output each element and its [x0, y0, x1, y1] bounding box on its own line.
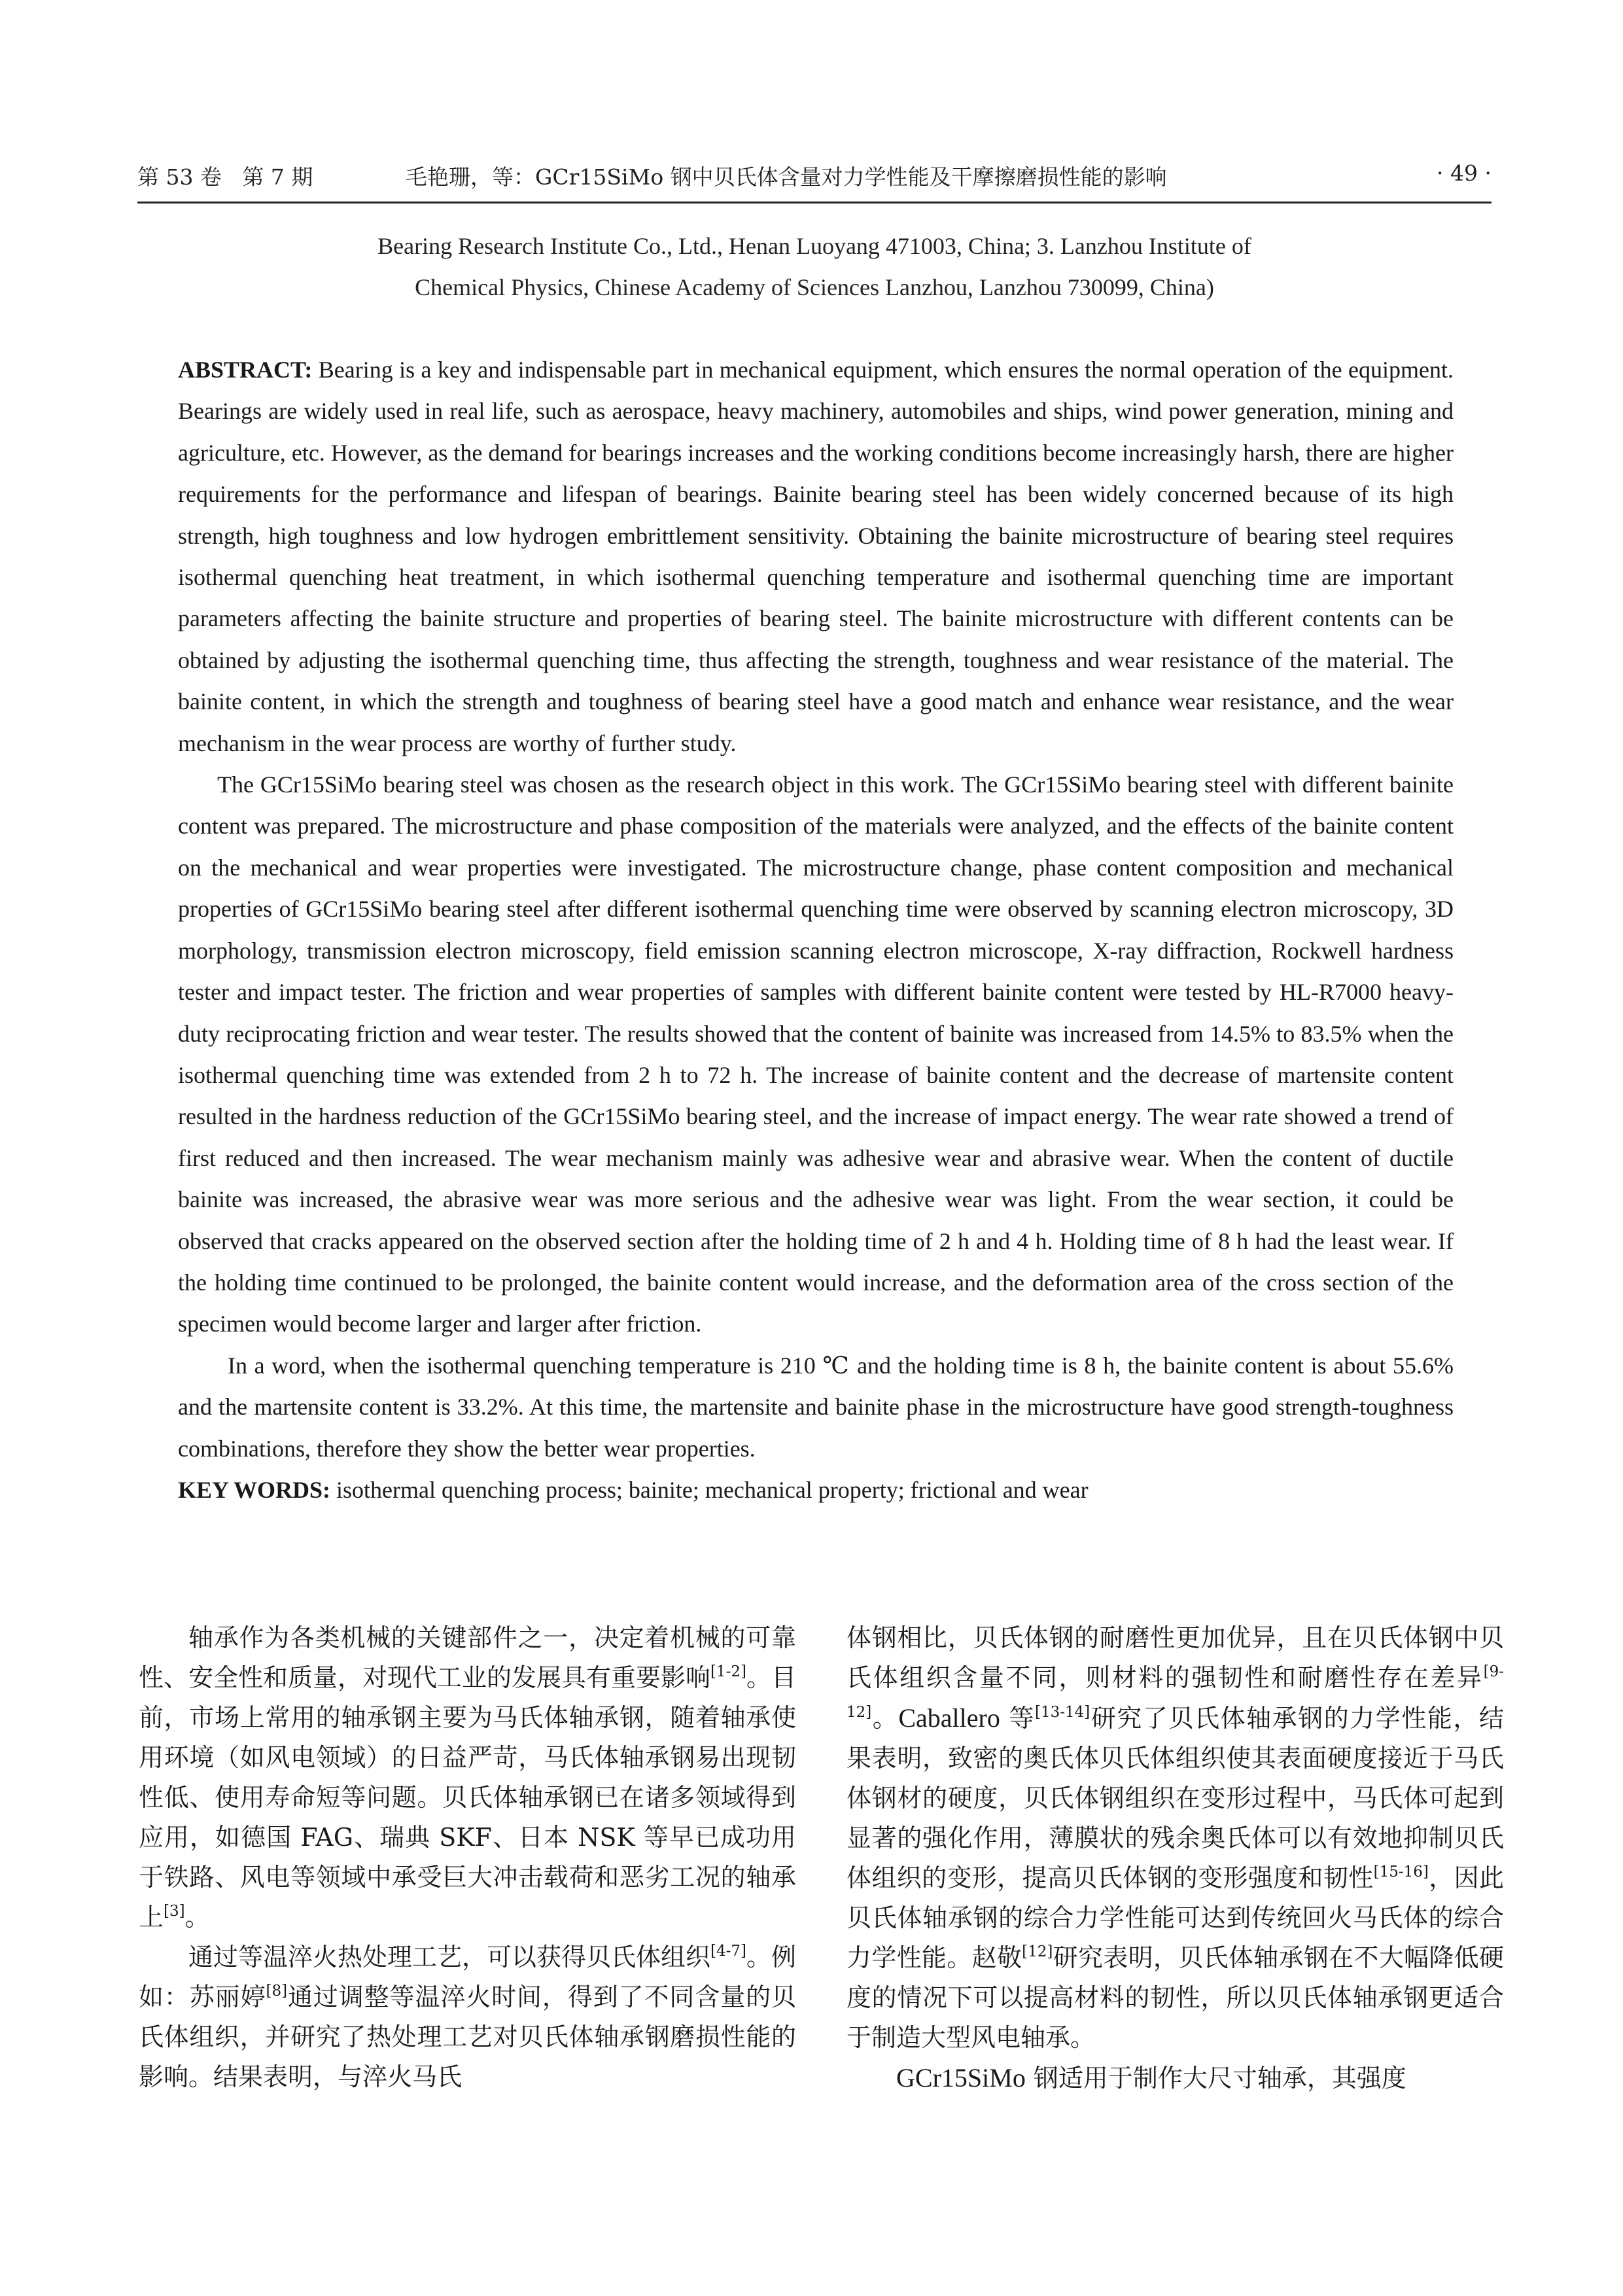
citation: [1-2]: [710, 1663, 746, 1680]
affiliation-line: Chemical Physics, Chinese Academy of Sciences Lanzhou, Lanzhou 730099, China): [415, 274, 1214, 300]
abstract: [178, 349, 1454, 1511]
abstract-paragraph: The GCr15SiMo bearing steel was chosen as the research object in this work. The GCr15SiMo bearing steel with different bainite content was prepared. The microstructure and phase composition of the materials were analyzed, and the effects of the bainite content on the mechanical and wear properties were investigated. The microstructure change, phase content composition and mechanical properties of GCr15SiMo bearing steel after different isothermal quenching time were observed by scanning electron microscopy, 3D morphology, transmission electron microscopy, field emission scanning electron microscope, X-ray diffraction, Rockwell hardness tester and impact tester. The friction and wear properties of samples with different bainite content were tested by HL-R7000 heavy-duty reciprocating friction and wear tester. The results showed that the content of bainite was increased from 14.5% to 83.5% when the isothermal quenching time was extended from 2 h to 72 h. The increase of bainite content and the decrease of martensite content resulted in the hardness reduction of the GCr15SiMo bearing steel, and the increase of impact energy. The wear rate showed a trend of first reduced and then increased. The wear mechanism mainly was adhesive wear and abrasive wear. When the content of ductile bainite was increased, the abrasive wear was more serious and the adhesive wear was light. From the wear section, it could be observed that cracks appeared on the observed section after the holding time of 2 h and 4 h. Holding time of 8 h had the least wear. If the holding time continued to be prolonged, the bainite content would increase, and the deformation area of the cross section of the specimen would become larger and larger after friction.: [178, 771, 1454, 1337]
author-name: Caballero: [898, 1703, 1000, 1733]
body-paragraph: [139, 1937, 796, 2097]
page-number: · 49 ·: [1437, 160, 1492, 186]
keywords: [178, 1470, 1454, 1511]
citation: [9-12]: [846, 1663, 1504, 1721]
body-paragraph: [139, 1618, 796, 1937]
citation: [8]: [266, 1983, 288, 2000]
steel-grade: GCr15SiMo: [896, 2063, 1026, 2093]
body-column-left: [139, 1618, 796, 2097]
abstract-text: Bearing is a key and indispensable part in mechanical equipment, which ensures the normal operation of the equipment. Bearings are widely used in real life, such as aerospace, heavy machinery, automobiles and ships, wind power generation, mining and agriculture, etc. However, as the demand for bearings increases and the working conditions become increasingly harsh, there are higher requirements for the performance and lifespan of bearings. Bainite bearing steel has been widely concerned because of its high strength, high toughness and low hydrogen embrittlement sensitivity. Obtaining the bainite microstructure of bearing steel requires isothermal quenching heat treatment, in which isothermal quenching temperature and isothermal quenching time are important parameters affecting the bainite structure and properties of bearing steel. The bainite microstructure with different contents can be obtained by adjusting the isothermal quenching time, thus affecting the strength, toughness and wear resistance of the material. The bainite content, in which the strength and toughness of bearing steel have a good match and enhance wear resistance, and the wear mechanism in the wear process are worthy of further study.: [178, 357, 1454, 756]
body-text: 。例如：苏丽婷: [139, 1943, 797, 2011]
body-column-right: [846, 1618, 1504, 2098]
running-title: 毛艳珊，等：GCr15SiMo 钢中贝氏体含量对力学性能及干摩擦磨损性能的影响: [406, 164, 1167, 190]
body-text: 。: [871, 1704, 899, 1733]
body-text: 研究了贝氏体轴承钢的力学性能，结果表明，致密的奥氏体贝氏体组织使其表面硬度接近于马氏体钢材的硬度，贝氏体钢组织在变形过程中，马氏体可起到显著的强化作用，薄膜状的残余奥氏体可以有效地抑制贝氏体组织的变形，提高贝氏体钢的变形强度和韧性: [846, 1704, 1504, 1892]
body-text: 轴承作为各类机械的关键部件之一，决定着机械的可靠性、安全性和质量，对现代工业的发展具有重要影响: [139, 1623, 796, 1692]
citation: [15-16]: [1373, 1863, 1429, 1881]
body-text: 等: [1000, 1704, 1036, 1733]
citation: [4-7]: [710, 1943, 746, 1960]
body-text: 。目前，市场上常用的轴承钢主要为马氏体轴承钢，随着轴承使用环境（如风电领域）的日益严苛，马氏体轴承钢易出现韧性低、使用寿命短等问题。贝氏体轴承钢已在诸多领域得到应用，如德国 FAG、瑞典 SKF、日本 NSK 等早已成功用于铁路、风电等领域中承受巨大冲击载荷和恶劣工况的轴承上: [139, 1663, 797, 1932]
body-text: 通过等温淬火热处理工艺，可以获得贝氏体组织: [188, 1943, 711, 1971]
abstract-paragraph: [178, 349, 1454, 764]
body-text: ，因此贝氏体轴承钢的综合力学性能可达到传统回火马氏体的综合力学性能。赵敬: [846, 1863, 1504, 1972]
citation: [12]: [1022, 1943, 1053, 1960]
running-header: [137, 160, 1492, 200]
body-paragraph: [846, 1618, 1504, 2058]
body-text: 体钢相比，贝氏体钢的耐磨性更加优异，且在贝氏体钢中贝氏体组织含量不同，则材料的强韧性和耐磨性存在差异: [846, 1623, 1504, 1692]
body-text: 通过调整等温淬火时间，得到了不同含量的贝氏体组织，并研究了热处理工艺对贝氏体轴承钢磨损性能的影响。结果表明，与淬火马氏: [139, 1983, 796, 2091]
volume-issue: 第 53 卷 第 7 期: [137, 164, 313, 190]
body-text: 钢适用于制作大尺寸轴承，其强度: [1025, 2064, 1406, 2093]
citation: [3]: [164, 1903, 185, 1920]
body-paragraph: [846, 2058, 1504, 2098]
keywords-label: KEY WORDS:: [178, 1476, 331, 1503]
affiliation: [216, 226, 1413, 308]
body-text: 研究表明，贝氏体轴承钢在不大幅降低硬度的情况下可以提高材料的韧性，所以贝氏体轴承钢更适合于制造大型风电轴承。: [846, 1943, 1504, 2052]
header-rule: [137, 202, 1492, 203]
keywords-text: isothermal quenching process; bainite; mechanical property; frictional and wear: [336, 1476, 1089, 1503]
abstract-paragraph: In a word, when the isothermal quenching temperature is 210 ℃ and the holding time is 8 h, the bainite content is about 55.6% and the martensite content is 33.2%. At this time, the martensite and bainite phase in the microstructure have good strength-toughness combinations, therefore they show the better wear properties.: [178, 1352, 1454, 1462]
body-text: 。: [184, 1903, 210, 1932]
citation: [13-14]: [1035, 1704, 1091, 1721]
abstract-label: ABSTRACT:: [178, 357, 313, 383]
affiliation-line: Bearing Research Institute Co., Ltd., Henan Luoyang 471003, China; 3. Lanzhou Institute of: [377, 233, 1251, 259]
